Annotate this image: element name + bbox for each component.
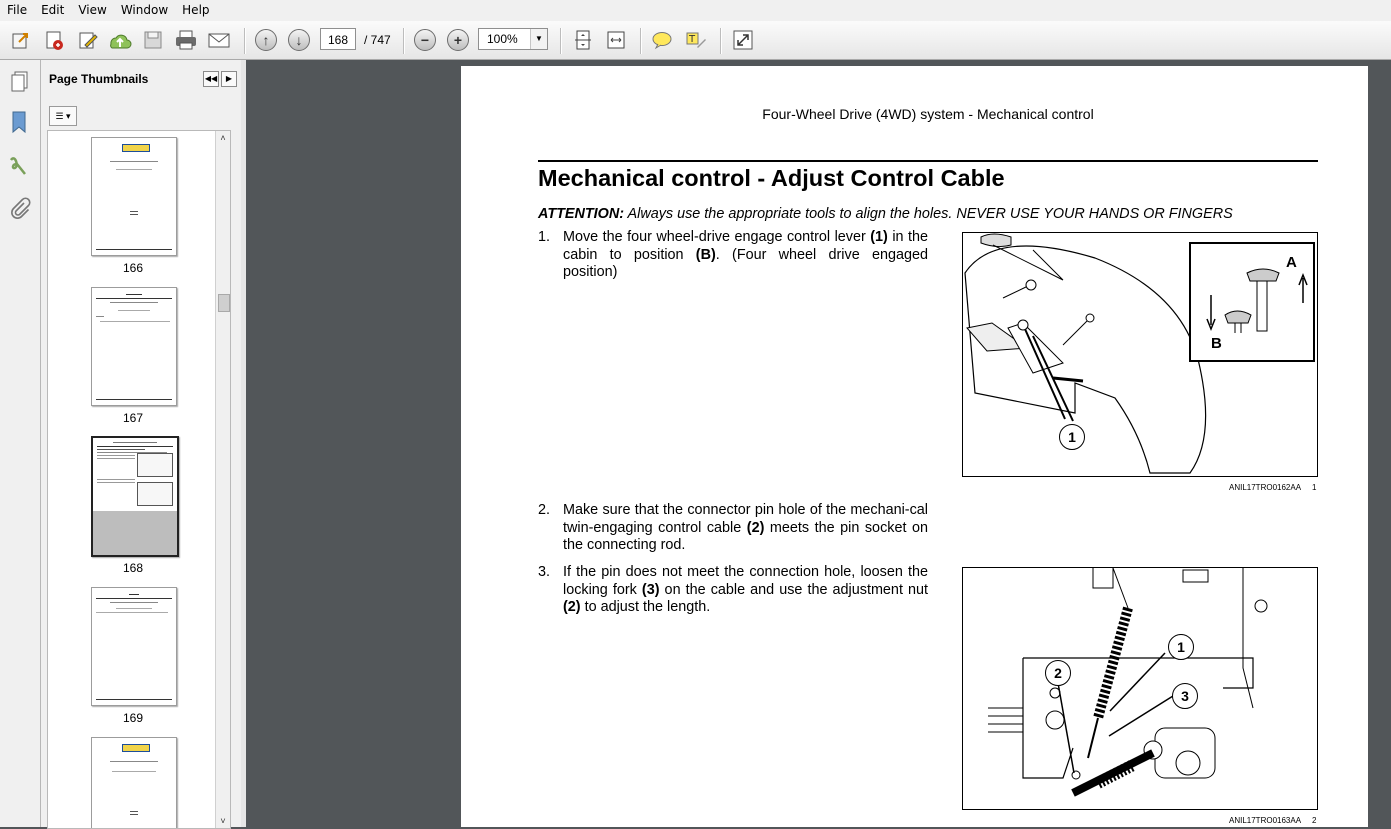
scroll-up-icon[interactable]: ˄ <box>220 133 226 143</box>
figure-2-number: 2 <box>1312 816 1317 825</box>
step-number: 1. <box>538 229 551 245</box>
figure-1-code: ANIL17TRO0162AA <box>1229 483 1302 492</box>
figure-2-code: ANIL17TRO0163AA <box>1229 816 1302 825</box>
print-icon[interactable] <box>174 28 198 52</box>
attention-note <box>538 206 1233 222</box>
header-rule <box>538 160 1318 162</box>
next-page-icon[interactable]: ↓ <box>287 28 311 52</box>
menu-file[interactable]: File <box>7 3 28 17</box>
chevron-down-icon[interactable]: ▼ <box>530 29 547 49</box>
step-text: Move the four wheel-drive engage control lever (1) in the cabin to position (B). (Four wheel drive engaged position) <box>563 229 929 280</box>
zoom-select[interactable] <box>478 28 548 50</box>
callout-2: 2 <box>1045 660 1071 686</box>
step-text: If the pin does not meet the connection hole, loosen the locking fork (3) on the cable and use the adjustment nut (2) to adjust the length. <box>563 564 929 615</box>
panel-title: Page Thumbnails <box>49 72 149 86</box>
thumbnail-label: 166 <box>122 261 144 275</box>
running-header: Four-Wheel Drive (4WD) system - Mechanical control <box>762 106 1094 122</box>
menu-edit[interactable]: Edit <box>41 3 65 17</box>
figure-2-image <box>962 567 1318 810</box>
scrollbar-thumb[interactable] <box>218 294 230 312</box>
step-text: Make sure that the connector pin hole of the mechani-cal twin-engaging control cable (2) meets the pin socket on the connecting rod. <box>563 502 928 553</box>
step-number: 3. <box>538 564 551 580</box>
menu-bar <box>0 0 1391 21</box>
thumbnail-label: 167 <box>122 411 144 425</box>
thumbnail-list[interactable] <box>47 130 231 829</box>
thumbnail-label: 169 <box>122 711 144 725</box>
callout-3: 3 <box>1172 683 1198 709</box>
highlight-icon[interactable] <box>684 28 708 52</box>
toolbar <box>0 21 1391 60</box>
fit-page-icon[interactable] <box>571 28 595 52</box>
zoom-in-icon[interactable]: + <box>446 28 470 52</box>
thumbnails-panel <box>41 60 242 827</box>
upload-icon[interactable] <box>108 28 132 52</box>
svg-text:T: T <box>689 34 696 45</box>
thumbnail-label: 168 <box>122 561 144 575</box>
document-page <box>461 66 1368 827</box>
navigation-rail <box>0 60 41 827</box>
attention-label: ATTENTION: <box>538 206 625 222</box>
page-thumbnail[interactable] <box>91 287 177 406</box>
zoom-value: 100% <box>487 32 518 46</box>
email-icon[interactable] <box>207 28 231 52</box>
menu-help[interactable]: Help <box>182 3 210 17</box>
create-pdf-icon[interactable] <box>42 28 66 52</box>
callout-1: 1 <box>1059 424 1085 450</box>
page-thumbnail[interactable] <box>91 587 177 706</box>
menu-view[interactable]: View <box>78 3 107 17</box>
thumbnail-options-button[interactable]: ☰ ▾ <box>49 106 77 126</box>
signatures-icon[interactable] <box>8 154 32 181</box>
panel-splitter[interactable] <box>241 60 246 827</box>
bookmarks-icon[interactable] <box>9 110 31 139</box>
comment-icon[interactable] <box>650 28 674 52</box>
step-number: 2. <box>538 502 551 518</box>
page-thumbnail-selected[interactable] <box>91 436 179 557</box>
figure-1-image <box>962 232 1318 477</box>
fullscreen-icon[interactable] <box>731 28 755 52</box>
section-heading: Mechanical control - Adjust Control Cable <box>538 165 1005 191</box>
open-icon[interactable] <box>9 28 33 52</box>
callout-a: A <box>1286 254 1297 271</box>
zoom-out-icon[interactable]: − <box>413 28 437 52</box>
thumbnail-scrollbar[interactable] <box>215 131 230 828</box>
figure-1-number: 1 <box>1312 483 1317 492</box>
callout-b: B <box>1211 335 1222 352</box>
collapse-panel-button[interactable]: ◀◀ <box>203 71 219 87</box>
pages-icon[interactable] <box>9 70 31 95</box>
attention-text: Always use the appropriate tools to align the holes. NEVER USE YOUR HANDS OR FINGERS <box>627 206 1233 222</box>
callout-1: 1 <box>1168 634 1194 660</box>
page-thumbnail[interactable] <box>91 737 177 829</box>
expand-panel-button[interactable]: ▶ <box>221 71 237 87</box>
previous-page-icon[interactable]: ↑ <box>254 28 278 52</box>
fit-width-icon[interactable] <box>604 28 628 52</box>
page-total: / 747 <box>364 33 391 47</box>
attachments-icon[interactable] <box>9 197 31 224</box>
page-thumbnail[interactable] <box>91 137 177 256</box>
save-icon[interactable] <box>141 28 165 52</box>
edit-icon[interactable] <box>76 28 100 52</box>
menu-window[interactable]: Window <box>120 3 169 17</box>
page-number-input[interactable]: 168 <box>320 28 356 50</box>
scroll-down-icon[interactable]: ˅ <box>220 816 226 826</box>
